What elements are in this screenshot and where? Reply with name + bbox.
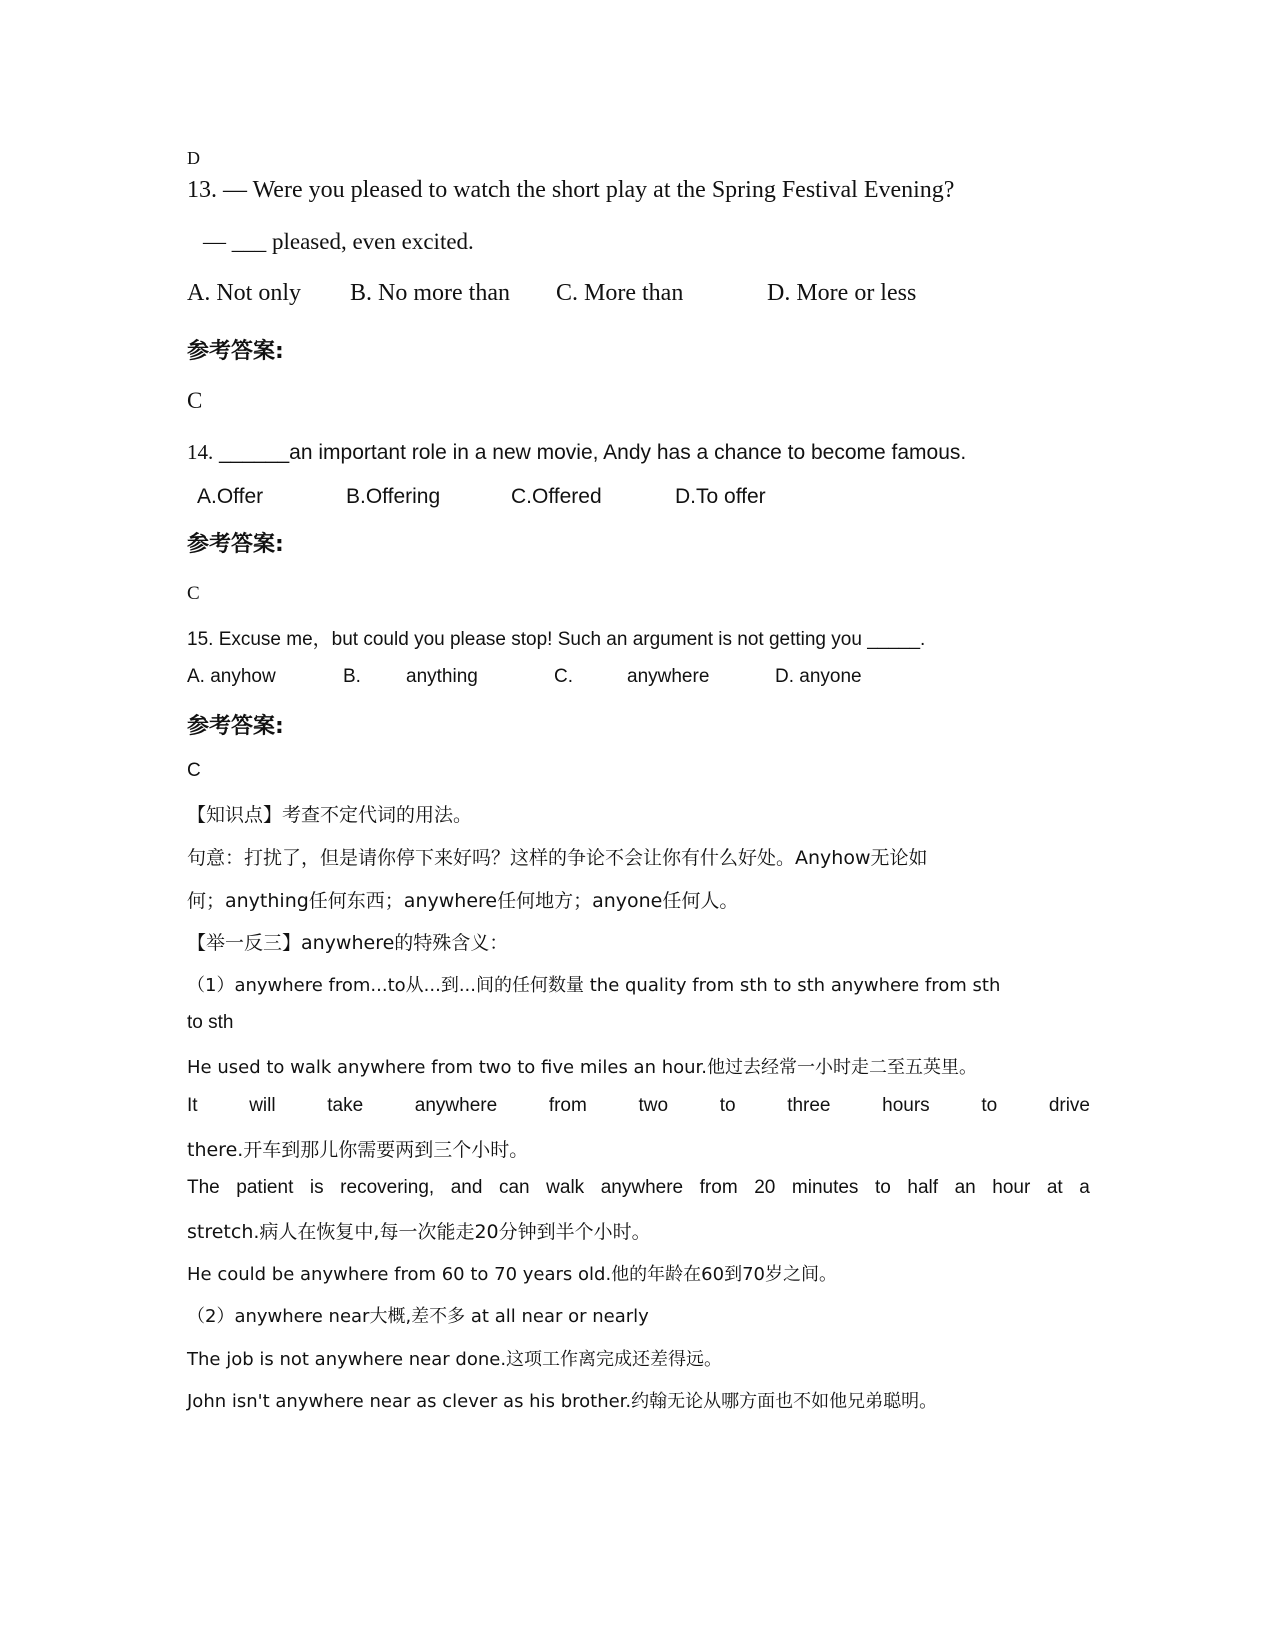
q14-option-c: C.Offered	[511, 485, 602, 508]
q15-option-b-letter: B.	[343, 666, 361, 687]
q15-stem	[187, 624, 925, 651]
example-3-word: recovering,	[340, 1177, 435, 1198]
q14-option-d: D.To offer	[675, 485, 766, 508]
q15-stem-text: 15. Excuse me，but could you please stop! Such an argument is not getting you	[187, 629, 862, 650]
q15-stem-end: .	[920, 629, 926, 650]
q14-option-b: B.Offering	[346, 485, 441, 508]
item2-heading: （2）anywhere near大概,差不多 at all near or nearly	[187, 1306, 649, 1327]
example-2-line-2: there.开车到那儿你需要两到三个小时。	[187, 1139, 529, 1161]
example-3-word: at	[1046, 1177, 1063, 1198]
q14-blank: ______	[219, 441, 290, 464]
example-3-word: a	[1079, 1177, 1090, 1198]
example-3-word: and	[450, 1177, 483, 1198]
q15-option-c-letter: C.	[554, 666, 573, 687]
example-2-word: three	[787, 1095, 831, 1116]
q13-stem: 13. — Were you pleased to watch the short play at the Spring Festival Evening?	[187, 177, 955, 203]
example-3-word: anywhere	[600, 1177, 684, 1198]
example-2-word: two	[638, 1095, 669, 1116]
example-2-line-1	[187, 1095, 1090, 1117]
item1-line-1: （1）anywhere from...to从...到...间的任何数量 the quality from sth to sth anywhere from sth	[187, 975, 1001, 996]
q15-option-c-text: anywhere	[627, 666, 710, 687]
q15-answer: C	[187, 760, 201, 781]
q15-option-d: D. anyone	[775, 666, 862, 687]
example-3-word: to	[874, 1177, 891, 1198]
example-4: He could be anywhere from 60 to 70 years old.他的年龄在60到70岁之间。	[187, 1264, 837, 1285]
example-2-word: It	[187, 1095, 198, 1116]
q13-option-a: A. Not only	[187, 280, 301, 306]
example-2-word: drive	[1048, 1095, 1090, 1116]
example-2-word: to	[719, 1095, 736, 1116]
q14-answer: C	[187, 583, 200, 604]
q13-option-c: C. More than	[556, 280, 684, 306]
q13-answer: C	[187, 388, 203, 413]
example-2-word: take	[327, 1095, 364, 1116]
example-3-word: hour	[992, 1177, 1031, 1198]
q14-stem	[187, 440, 966, 465]
example-3-word: is	[309, 1177, 324, 1198]
example-3-word: an	[954, 1177, 976, 1198]
knowledge-point: 【知识点】考查不定代词的用法。	[187, 804, 473, 826]
example-2-word: from	[548, 1095, 587, 1116]
q13-option-d: D. More or less	[767, 280, 917, 306]
meaning-line-2: 何；anything任何东西；anywhere任何地方；anyone任何人。	[187, 890, 739, 912]
example-3-line-2: stretch.病人在恢复中,每一次能走20分钟到半个小时。	[187, 1221, 651, 1243]
item1-line-2: to sth	[187, 1012, 234, 1033]
example-3-word: patient	[236, 1177, 294, 1198]
q12-answer: D	[187, 148, 200, 168]
example-3-word: half	[907, 1177, 939, 1198]
example-3-word: can	[498, 1177, 530, 1198]
example-3-word: from	[699, 1177, 738, 1198]
q15-option-b-text: anything	[406, 666, 478, 687]
q15-answer-label: 参考答案:	[187, 714, 284, 739]
example-2-word: anywhere	[414, 1095, 498, 1116]
example-2-word: will	[249, 1095, 276, 1116]
q13-reply: — ___ pleased, even excited.	[203, 229, 474, 254]
q14-number: 14.	[187, 440, 214, 464]
q13-answer-label: 参考答案:	[187, 339, 284, 364]
example-1: He used to walk anywhere from two to five miles an hour.他过去经常一小时走二至五英里。	[187, 1057, 977, 1078]
meaning-line-1: 句意：打扰了，但是请你停下来好吗？这样的争论不会让你有什么好处。Anyhow无论如	[187, 847, 928, 869]
example-3-word: minutes	[791, 1177, 859, 1198]
example-3-word: walk	[546, 1177, 585, 1198]
example-3-word: The	[187, 1177, 220, 1198]
extension-heading: 【举一反三】anywhere的特殊含义：	[187, 932, 509, 954]
q15-option-a: A. anyhow	[187, 666, 276, 687]
q14-option-a: A.Offer	[197, 485, 264, 508]
example-3-line-1	[187, 1177, 1090, 1199]
example-2-word: to	[981, 1095, 998, 1116]
example-5: The job is not anywhere near done.这项工作离完成还差得远。	[187, 1349, 723, 1370]
example-3-word: 20	[754, 1177, 776, 1198]
example-6: John isn't anywhere near as clever as his brother.约翰无论从哪方面也不如他兄弟聪明。	[187, 1391, 938, 1412]
q14-stem-rest: an important role in a new movie, Andy has a chance to become famous.	[289, 441, 967, 464]
q13-option-b: B. No more than	[350, 280, 510, 306]
q15-blank: _____	[867, 629, 921, 650]
q14-answer-label: 参考答案:	[187, 532, 284, 557]
example-2-word: hours	[882, 1095, 930, 1116]
